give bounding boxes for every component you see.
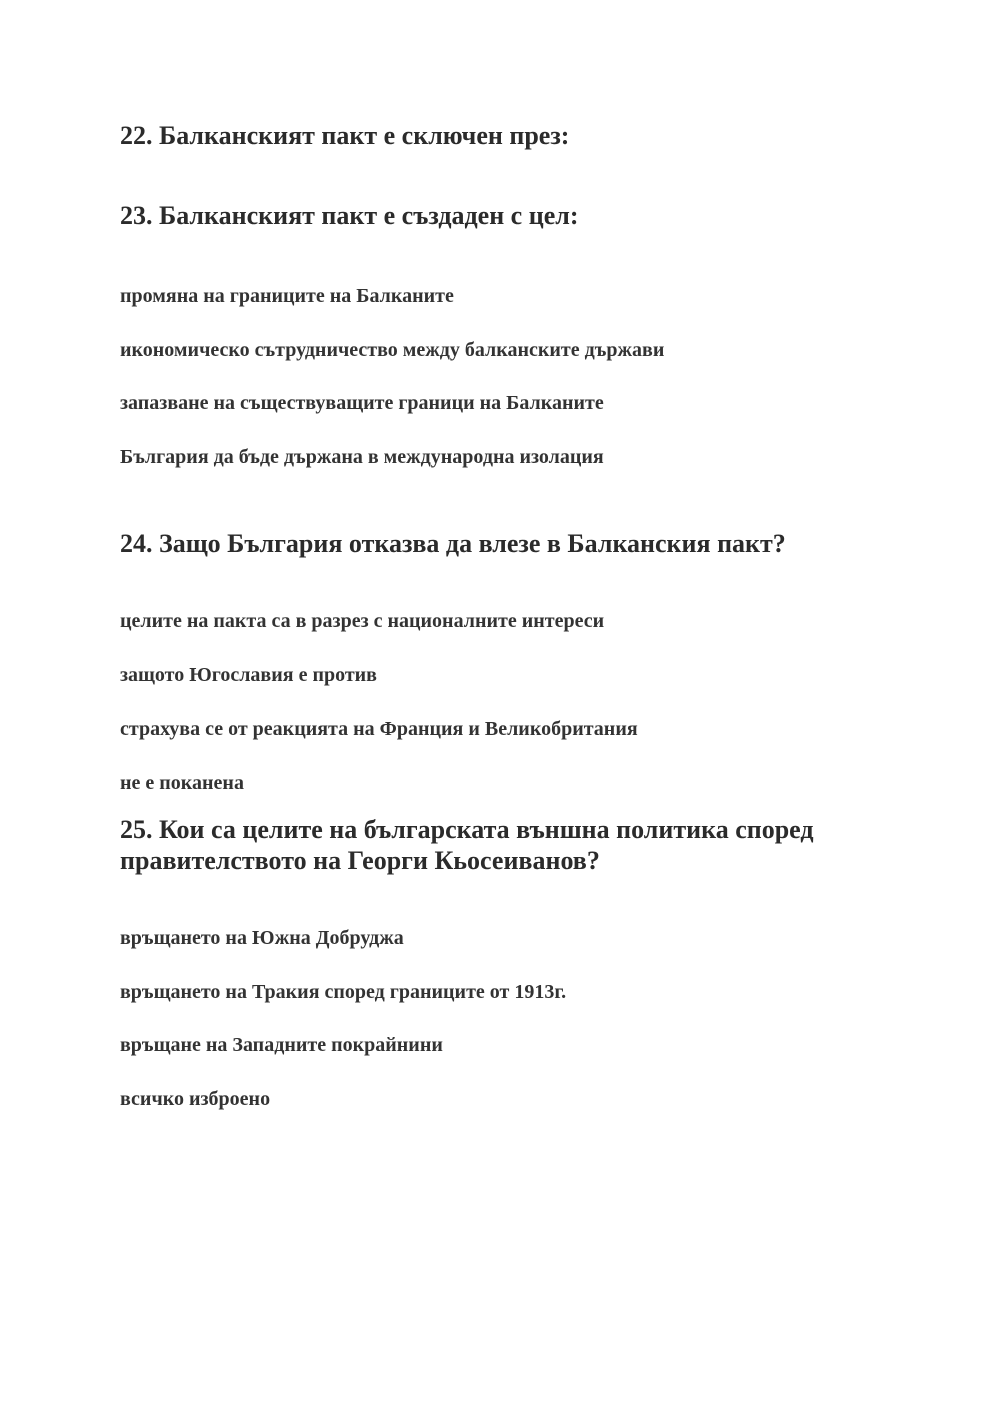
question-23-option-3[interactable]: запазване на съществуващите граници на Балканите	[120, 392, 604, 414]
question-24-option-3[interactable]: страхува се от реакцията на Франция и Великобритания	[120, 718, 638, 740]
question-22-title: 22. Балканският пакт е сключен през:	[120, 121, 570, 150]
question-25-option-2[interactable]: връщането на Тракия според границите от 1913г.	[120, 981, 567, 1003]
question-23-title: 23. Балканският пакт е създаден с цел:	[120, 201, 579, 230]
question-25-option-3[interactable]: връщане на Западните покрайнини	[120, 1034, 443, 1056]
question-24-option-1[interactable]: целите на пакта са в разрез с националните интереси	[120, 610, 605, 632]
question-23-option-1[interactable]: промяна на границите на Балканите	[120, 285, 454, 307]
question-24-option-2[interactable]: защото Югославия е против	[120, 664, 377, 686]
question-25-title-line-2: правителството на Георги Кьосеиванов?	[120, 846, 600, 875]
question-24-option-4[interactable]: не е поканена	[120, 772, 244, 794]
question-23-option-4[interactable]: България да бъде държана в международна изолация	[120, 446, 604, 468]
question-25-option-4[interactable]: всичко изброено	[120, 1088, 271, 1110]
question-23-option-2[interactable]: икономическо сътрудничество между балканските държави	[120, 339, 665, 361]
question-25-title-line-1: 25. Кои са целите на българската външна политика според	[120, 815, 814, 844]
question-25-option-1[interactable]: връщането на Южна Добруджа	[120, 927, 404, 949]
question-24-title: 24. Защо България отказва да влезе в Балканския пакт?	[120, 529, 786, 558]
